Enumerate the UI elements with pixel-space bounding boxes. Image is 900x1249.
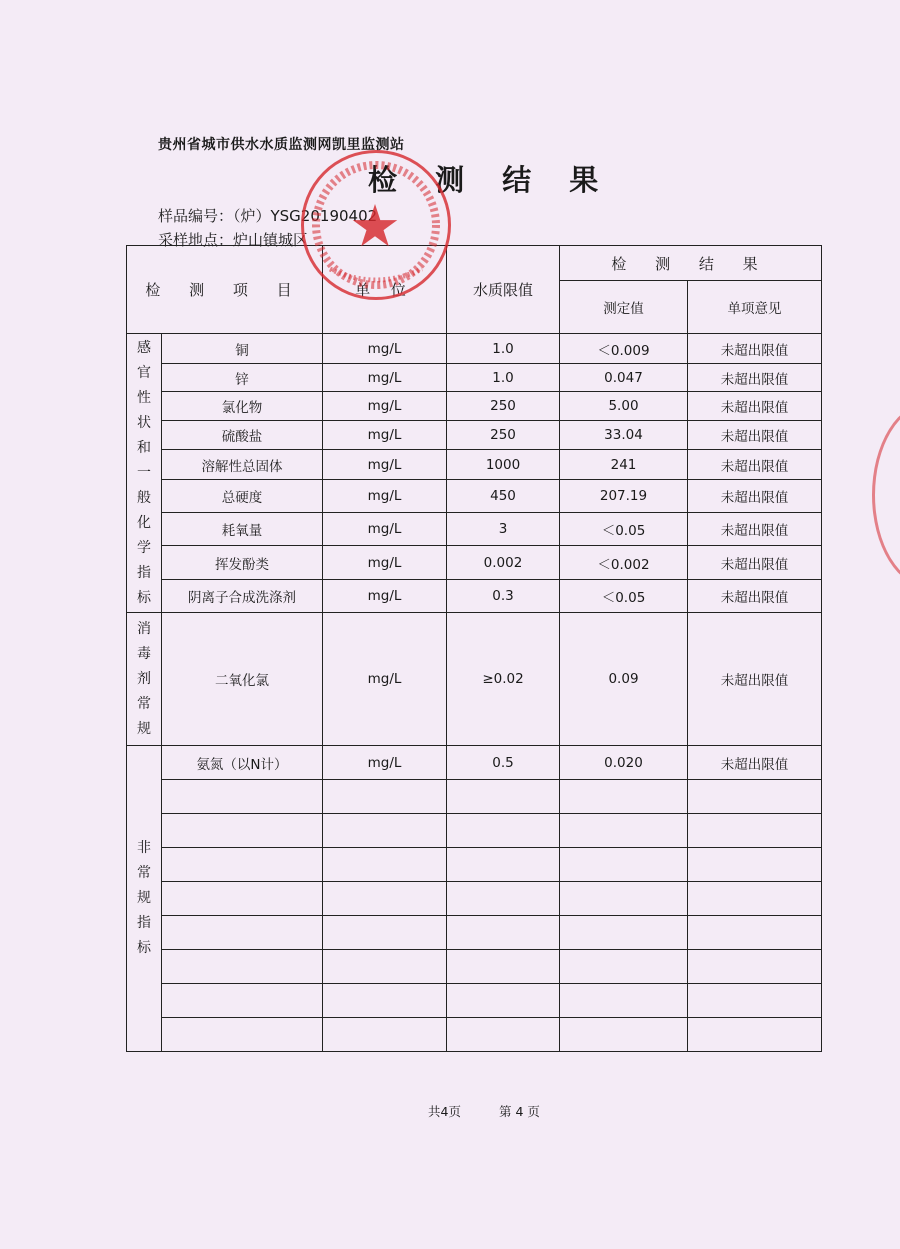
item-limit: 0.3 (447, 580, 560, 613)
table-row (127, 513, 822, 546)
table-row-empty (127, 916, 822, 950)
group-label-general: 感 官 性 状 和 一 般 化 学 指 标 (127, 334, 162, 613)
header-opinion: 单项意见 (688, 281, 822, 334)
table-row (127, 421, 822, 450)
item-name: 锌 (162, 364, 323, 392)
page-title: 检 测 结 果 (368, 163, 613, 197)
item-value: 5.00 (560, 392, 688, 421)
item-name: 溶解性总固体 (162, 450, 323, 480)
item-value: ＜0.05 (560, 580, 688, 613)
item-opinion: 未超出限值 (688, 364, 822, 392)
item-value: 207.19 (560, 480, 688, 513)
table-row-empty (127, 814, 822, 848)
item-limit: 1000 (447, 450, 560, 480)
item-unit: mg/L (323, 480, 447, 513)
table-row-empty (127, 984, 822, 1018)
item-unit: mg/L (323, 613, 447, 746)
header-limit: 水质限值 (447, 246, 560, 334)
item-opinion: 未超出限值 (688, 421, 822, 450)
header-measured: 测定值 (560, 281, 688, 334)
group-label-nonroutine: 非 常 规 指 标 (127, 746, 162, 1052)
item-unit: mg/L (323, 513, 447, 546)
sampling-location: 采样地点：炉山镇城区 (158, 231, 309, 249)
table-row-empty (127, 882, 822, 916)
item-unit: mg/L (323, 364, 447, 392)
table-row (127, 364, 822, 392)
item-unit: mg/L (323, 546, 447, 580)
item-name: 二氧化氯 (162, 613, 323, 746)
item-opinion: 未超出限值 (688, 613, 822, 746)
item-limit: 1.0 (447, 334, 560, 364)
item-limit: 250 (447, 392, 560, 421)
seal-star-icon: ★ (349, 192, 401, 260)
table-row (127, 334, 822, 364)
item-name: 氨氮（以N计） (162, 746, 323, 780)
item-limit: 250 (447, 421, 560, 450)
results-table (126, 245, 822, 1052)
item-name: 硫酸盐 (162, 421, 323, 450)
item-name: 耗氧量 (162, 513, 323, 546)
item-limit: 450 (447, 480, 560, 513)
item-unit: mg/L (323, 392, 447, 421)
item-unit: mg/L (323, 450, 447, 480)
item-opinion: 未超出限值 (688, 334, 822, 364)
table-row (127, 580, 822, 613)
header-item: 检 测 项 目 (127, 246, 323, 334)
item-opinion: 未超出限值 (688, 480, 822, 513)
item-opinion: 未超出限值 (688, 580, 822, 613)
item-name: 氯化物 (162, 392, 323, 421)
item-unit: mg/L (323, 746, 447, 780)
page-number: 第 4 页 (499, 1104, 540, 1119)
item-opinion: 未超出限值 (688, 546, 822, 580)
item-value: 0.020 (560, 746, 688, 780)
item-limit: 3 (447, 513, 560, 546)
group-label-disinfectant: 消 毒 剂 常 规 (127, 613, 162, 746)
header-result: 检 测 结 果 (560, 246, 822, 281)
item-name: 总硬度 (162, 480, 323, 513)
table-row (127, 746, 822, 780)
item-value: 0.09 (560, 613, 688, 746)
table-row (127, 613, 822, 746)
item-opinion: 未超出限值 (688, 450, 822, 480)
table-row (127, 450, 822, 480)
item-limit: ≥0.02 (447, 613, 560, 746)
item-value: ＜0.05 (560, 513, 688, 546)
item-value: ＜0.009 (560, 334, 688, 364)
table-row (127, 546, 822, 580)
item-value: 241 (560, 450, 688, 480)
item-unit: mg/L (323, 580, 447, 613)
item-opinion: 未超出限值 (688, 392, 822, 421)
total-pages: 共4页 (428, 1104, 461, 1119)
item-name: 挥发酚类 (162, 546, 323, 580)
item-value: 33.04 (560, 421, 688, 450)
table-row-empty (127, 1018, 822, 1052)
item-name: 阴离子合成洗涤剂 (162, 580, 323, 613)
item-unit: mg/L (323, 421, 447, 450)
header-unit: 单 位 (323, 246, 447, 334)
item-value: ＜0.002 (560, 546, 688, 580)
sample-number: 样品编号：（炉）YSG20190402 (158, 207, 378, 225)
item-limit: 1.0 (447, 364, 560, 392)
item-limit: 0.002 (447, 546, 560, 580)
seal-partial (872, 402, 900, 588)
item-unit: mg/L (323, 334, 447, 364)
item-value: 0.047 (560, 364, 688, 392)
item-opinion: 未超出限值 (688, 746, 822, 780)
item-limit: 0.5 (447, 746, 560, 780)
item-name: 铜 (162, 334, 323, 364)
table-row (127, 392, 822, 421)
item-opinion: 未超出限值 (688, 513, 822, 546)
org-name: 贵州省城市供水水质监测网凯里监测站 (158, 137, 405, 153)
table-row-empty (127, 780, 822, 814)
table-row-empty (127, 950, 822, 984)
table-row (127, 480, 822, 513)
table-row-empty (127, 848, 822, 882)
